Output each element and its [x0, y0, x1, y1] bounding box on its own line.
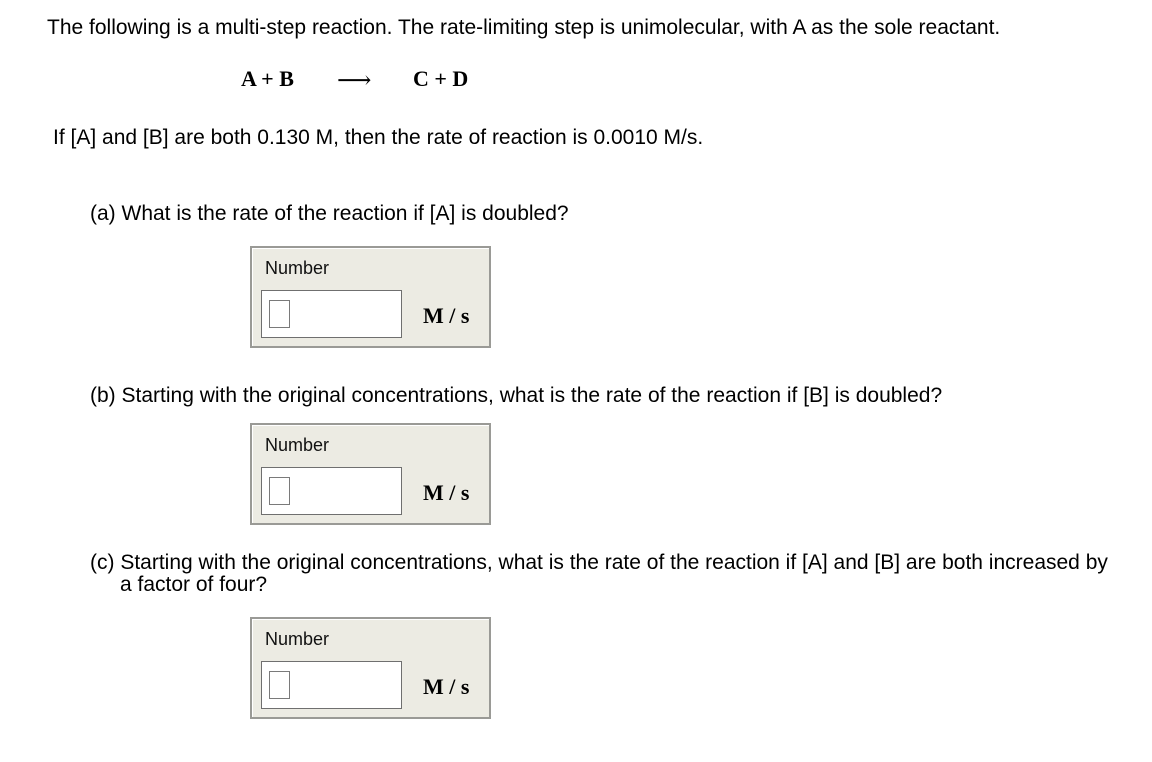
answer-b-entry[interactable] [269, 477, 290, 505]
answer-a-entry[interactable] [269, 300, 290, 328]
answer-b-label: Number [265, 435, 330, 455]
answer-a-unit: M / s [423, 303, 470, 328]
answer-b-unit: M / s [423, 480, 470, 505]
question-a-text: (a) What is the rate of the reaction if [A] is doubled? [90, 202, 569, 225]
question-b-text: (b) Starting with the original concentrations, what is the rate of the reaction if [B] is doubled? [90, 384, 943, 407]
answer-c-unit: M / s [423, 674, 470, 699]
answer-a-input[interactable] [261, 290, 402, 338]
answer-c-entry[interactable] [269, 671, 290, 699]
reaction-arrow-icon: ⟶ [337, 68, 372, 94]
given-conditions: If [A] and [B] are both 0.130 M, then the rate of reaction is 0.0010 M/s. [53, 126, 704, 149]
answer-c-label: Number [265, 629, 330, 649]
answer-c-input[interactable] [261, 661, 402, 709]
reaction-equation [241, 66, 541, 96]
equation-reactants: A + B [241, 66, 294, 91]
answer-box-b [250, 423, 491, 525]
question-c-text: (c) Starting with the original concentrations, what is the rate of the reaction if [A] and [B] are both increased by a factor of four? [90, 551, 1108, 596]
answer-box-c [250, 617, 491, 719]
answer-a-label: Number [265, 258, 330, 278]
problem-intro: The following is a multi-step reaction. The rate-limiting step is unimolecular, with A as the sole reactant. [47, 16, 1001, 39]
answer-b-input[interactable] [261, 467, 402, 515]
equation-products: C + D [413, 66, 469, 91]
answer-box-a [250, 246, 491, 348]
